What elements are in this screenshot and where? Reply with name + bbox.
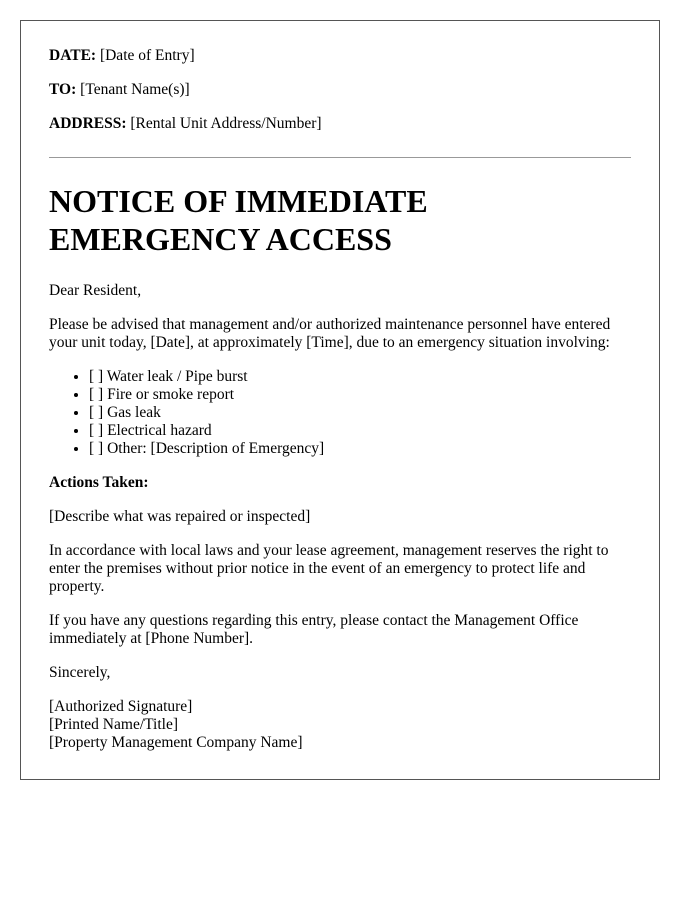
title-line-2: EMERGENCY ACCESS (49, 221, 392, 257)
notice-title (49, 182, 631, 258)
company-name-line: [Property Management Company Name] (49, 734, 303, 751)
signature-block (49, 698, 631, 752)
signature-line: [Authorized Signature] (49, 698, 193, 715)
contact-paragraph: If you have any questions regarding this entry, please contact the Management Office immediately at [Phone Number]. (49, 612, 579, 647)
legal-paragraph: In accordance with local laws and your lease agreement, management reserves the right to enter the premises without prior notice in the event of an emergency to protect life and property. (49, 542, 609, 595)
greeting: Dear Resident, (49, 282, 142, 299)
date-line (49, 47, 631, 65)
intro-paragraph: Please be advised that management and/or authorized maintenance personnel have entered your unit today, [Date], at approximately [Time], due to an emergency situation involving: (49, 316, 611, 351)
printed-name-line: [Printed Name/Title] (49, 716, 179, 733)
to-value: [Tenant Name(s)] (80, 81, 190, 98)
checklist-item: • [ ] Gas leak (89, 404, 631, 422)
divider (49, 157, 631, 158)
actions-text: [Describe what was repaired or inspected] (49, 508, 311, 525)
actions-heading: Actions Taken: (49, 474, 149, 491)
checklist-item: • [ ] Fire or smoke report (89, 386, 631, 404)
emergency-checklist (49, 368, 631, 458)
date-value: [Date of Entry] (99, 47, 195, 64)
to-line (49, 81, 631, 99)
address-value: [Rental Unit Address/Number] (130, 115, 322, 132)
to-label: TO: (49, 81, 77, 98)
checklist-item: • [ ] Water leak / Pipe burst (89, 368, 631, 386)
notice-document (20, 20, 660, 780)
closing: Sincerely, (49, 664, 111, 681)
checklist-item: • [ ] Other: [Description of Emergency] (89, 440, 631, 458)
address-line (49, 115, 631, 133)
date-label: DATE: (49, 47, 97, 64)
checklist-item: • [ ] Electrical hazard (89, 422, 631, 440)
address-label: ADDRESS: (49, 115, 127, 132)
title-line-1: NOTICE OF IMMEDIATE (49, 183, 428, 219)
